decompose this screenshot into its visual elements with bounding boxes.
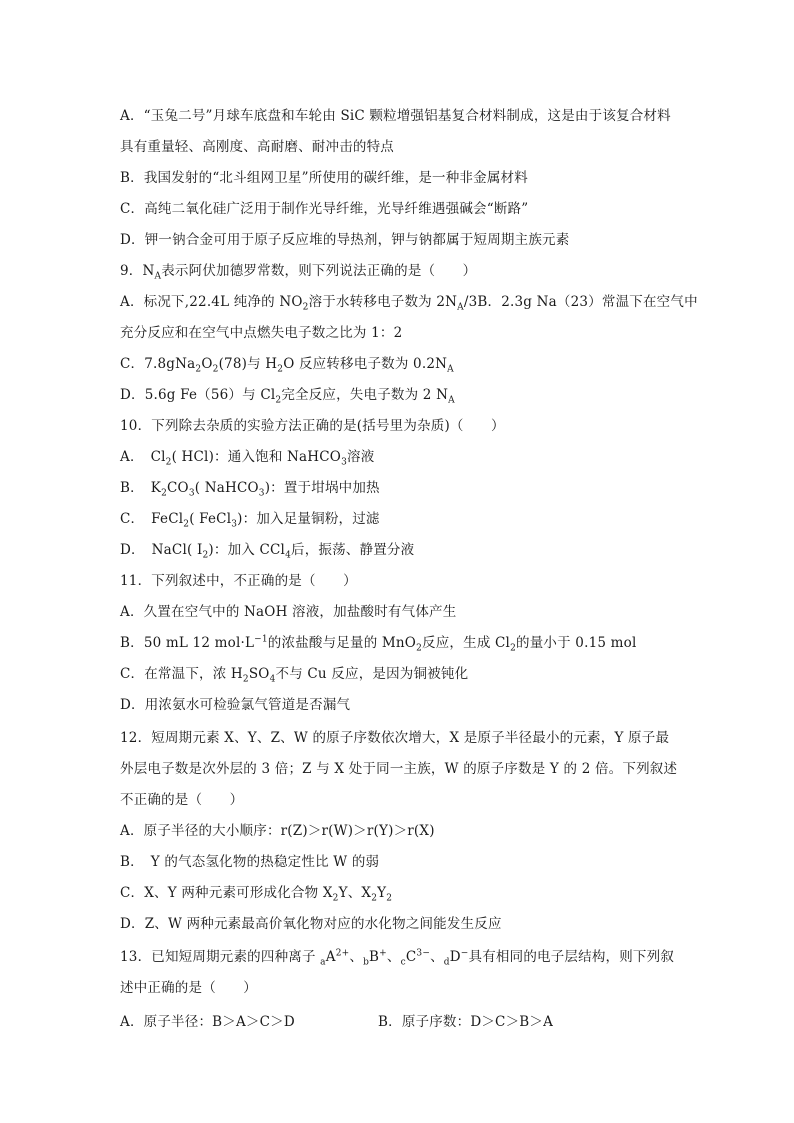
- q12-option-a: A．原子半径的大小顺序：r(Z)＞r(W)＞r(Y)＞r(X): [120, 823, 435, 839]
- q8-option-c: C．高纯二氧化硅广泛用于制作光导纤维，光导纤维遇强碱会“断路”: [120, 201, 529, 217]
- q11-option-a: A．久置在空气中的 NaOH 溶液，加盐酸时有气体产生: [120, 604, 457, 620]
- q12-stem-line2: 外层电子数是次外层的 3 倍；Z 与 X 处于同一主族，W 的原子序数是 Y 的 2 倍。下列叙述: [120, 761, 678, 777]
- q13-options-row: [120, 1010, 295, 1030]
- q12-option-b: B． Y 的气态氢化物的热稳定性比 W 的弱: [120, 854, 380, 870]
- q9-stem: 9．$N_A$表示阿伏加德罗常数，则下列说法正确的是（ ）: [120, 263, 477, 282]
- q10-option-d: D． NaCl( $I_2$)：加入 CCl$_4$后，振荡、静置分液: [120, 542, 415, 561]
- q11-stem: 11．下列叙述中，不正确的是（ ）: [120, 573, 357, 589]
- q13-stem-line1: 13．已知短周期元素的四种离子 $_aA^{2+}$、$_b$B+、$_cC^{3-}$、$_d$D−具有相同的电子层结构，则下列叙: [120, 948, 675, 968]
- q8-option-b: B．我国发射的“北斗组网卫星”所使用的碳纤维，是一种非金属材料: [120, 170, 528, 186]
- q10-option-a: A． $Cl_2$( HCl)：通入饱和 NaHCO$_3$溶液: [120, 449, 375, 468]
- q8-option-a-line2: 具有重量轻、高刚度、高耐磨、耐冲击的特点: [120, 139, 394, 155]
- q13-option-b: B．原子序数：D＞C＞B＞A: [378, 1014, 554, 1030]
- q13-option-a: A．原子半径：B＞A＞C＞D: [120, 1014, 295, 1030]
- q9-option-d: D．5.6g Fe（56）与 $Cl_2$完全反应，失电子数为 2 $N_A$: [120, 387, 455, 406]
- q13-stem-line2: 述中正确的是（ ）: [120, 980, 257, 996]
- q9-option-b-line2: 充分反应和在空气中点燃失电子数之比为 1：2: [120, 325, 403, 341]
- q11-option-c: C．在常温下，浓 $H_2SO_4$不与 Cu 反应，是因为铜被钝化: [120, 666, 469, 685]
- q9-option-a: A．标况下,22.4L 纯净的 $NO_2$溶于水转移电子数为 $2N_A/3B$．2.3g Na（23）常温下在空气中: [120, 294, 698, 313]
- q12-stem-line3: 不正确的是（ ）: [120, 792, 244, 808]
- q9-option-c: C．$7.8gNa_2O_2(78)$与 $H_2O$ 反应转移电子数为 $0.2N_A$: [120, 356, 454, 375]
- q8-option-d: D．钾一钠合金可用于原子反应堆的导热剂，钾与钠都属于短周期主族元素: [120, 232, 570, 248]
- q10-option-b: B． $K_2CO_3$( NaHCO$_3$)：置于坩埚中加热: [120, 480, 380, 499]
- q10-stem: 10．下列除去杂质的实验方法正确的是(括号里为杂质)（ ）: [120, 418, 505, 434]
- q12-option-c: C．X、Y 两种元素可形成化合物 $X_2Y$、$X_2Y_2$: [120, 885, 393, 904]
- q8-option-a-line1: A．“玉兔二号”月球车底盘和车轮由 SiC 颗粒增强铝基复合材料制成，这是由于该复合材料: [120, 108, 671, 124]
- q10-option-c: C． FeCl$_2$( FeCl$_3$)：加入足量铜粉，过滤: [120, 511, 380, 530]
- q12-stem-line1: 12．短周期元素 X、Y、Z、W 的原子序数依次增大，X 是原子半径最小的元素，Y 原子最: [120, 730, 670, 746]
- q11-option-b: B．50 mL 12 $mol\cdot L^{-1}$的浓盐酸与足量的 MnO$_2$反应，生成 $Cl_2$的量小于 0.15 mol: [120, 634, 637, 654]
- q12-option-d: D．Z、W 两种元素最高价氧化物对应的水化物之间能发生反应: [120, 916, 502, 932]
- q11-option-d: D．用浓氨水可检验氯气管道是否漏气: [120, 697, 351, 713]
